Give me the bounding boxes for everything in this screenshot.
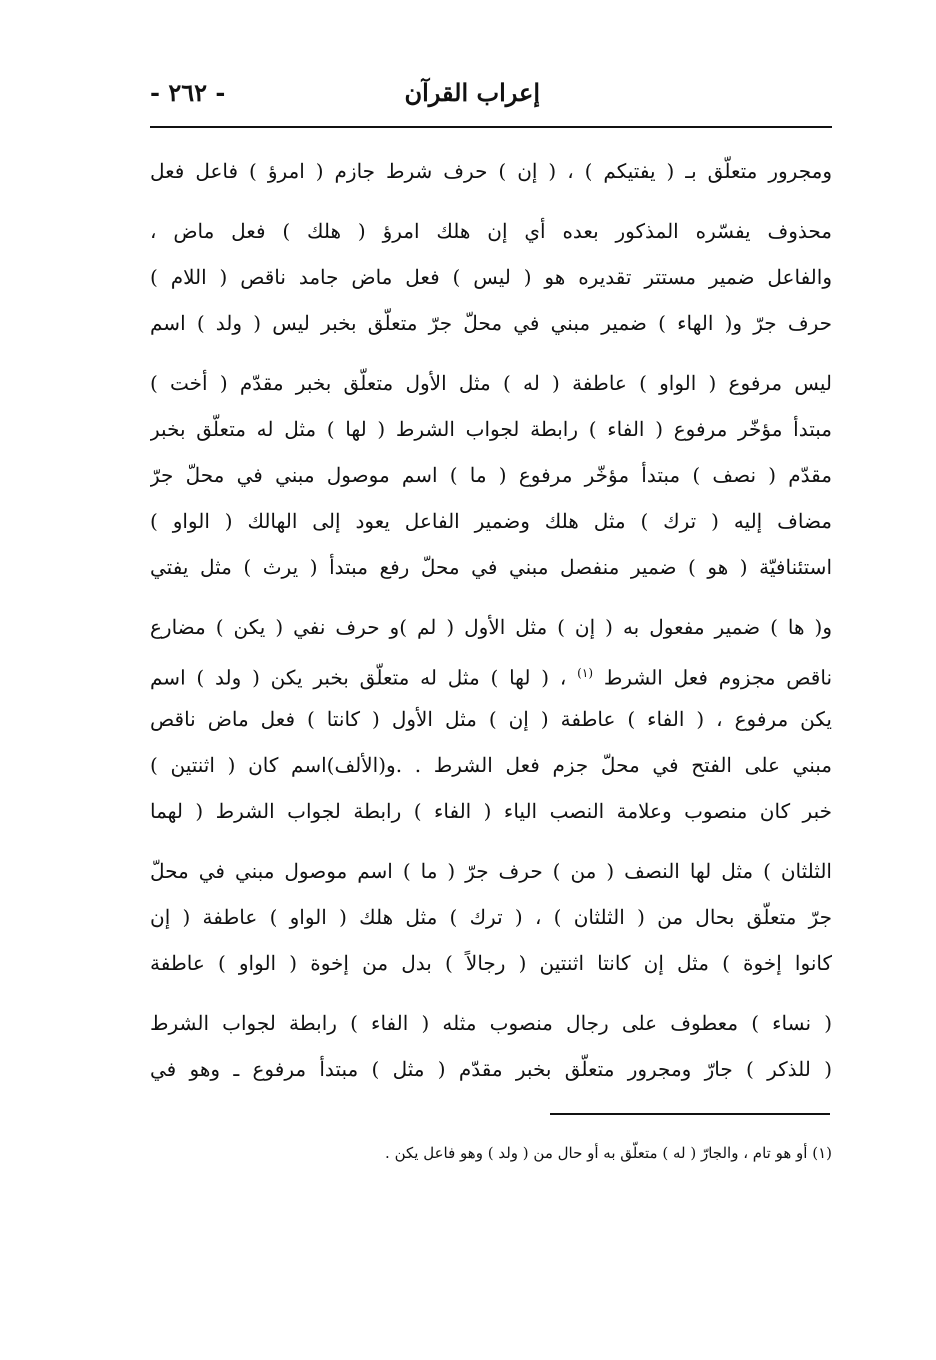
text-line: مقدّم ( نصف ) مبتدأ مؤخّر مرفوع ( ما ) اسم موصول مبني في محلّ جرّ — [150, 463, 832, 487]
text-line-start: ناقص مجزوم فعل الشرط — [603, 665, 832, 690]
text-line: ( للذكر ) جارّ ومجرور متعلّق بخبر مقدّم ( مثل ) مبتدأ مرفوع ـ وهو في — [150, 1057, 832, 1081]
text-line: مبني على الفتح في محلّ جزم فعل الشرط . .و(الألف)اسم كان ( اثنتين ) — [150, 753, 832, 777]
text-line: و( ها ) ضمير مفعول به ( إن ) مثل الأول ( لم )و حرف نفي ( يكن ) مضارع — [150, 615, 832, 639]
text-line: ومجرور متعلّق بـ ( يفتيكم ) ، ( إن ) حرف شرط جازم ( امرؤ ) فاعل فعل — [150, 159, 832, 183]
text-line-end: ، ( لها ) مثل له متعلّق بخبر يكن ( ولد ) اسم — [150, 665, 567, 690]
text-line: خبر كان منصوب وعلامة النصب الياء ( الفاء ) رابطة لجواب الشرط ( لهما — [150, 799, 832, 823]
text-line: ( نساء ) معطوف على رجال منصوب مثله ( الفاء ) رابطة لجواب الشرط — [150, 1011, 832, 1035]
text-line — [150, 654, 832, 700]
page-header — [150, 78, 830, 118]
text-line: جرّ متعلّق بحال من ( الثلثان ) ، ( ترك ) مثل هلك ( الواو ) عاطفة ( إن — [150, 905, 832, 929]
body-text — [150, 152, 832, 1096]
text-line: يكن مرفوع ، ( الفاء ) عاطفة ( إن ) مثل الأول ( كانتا ) فعل ماض ناقص — [150, 707, 832, 731]
text-line: حرف جرّ و( الهاء ) ضمير مبني في محلّ جرّ متعلّق بخبر ليس ( ولد ) اسم — [150, 311, 832, 335]
footnote: (١) أو هو تام ، والجارّ ( له ) متعلّق به أو حال من ( ولد ) وهو فاعل يكن . — [385, 1144, 832, 1162]
footnote-rule — [550, 1113, 830, 1115]
footnote-ref: (١) — [577, 666, 593, 680]
text-line: محذوف يفسّره المذكور بعده أي إن هلك امرؤ ( هلك ) فعل ماض ، — [150, 219, 832, 243]
page-number: - ٢٦٢ - — [150, 78, 226, 107]
text-line: مضاف إليه ( ترك ) مثل هلك وضمير الفاعل يعود إلى الهالك ( الواو ) — [150, 509, 832, 533]
text-line: كانوا إخوة ) مثل إن كانتا اثنتين ( رجالاً ) بدل من إخوة ( الواو ) عاطفة — [150, 951, 832, 975]
text-line: الثلثان ) مثل لها النصف ( من ) حرف جرّ ( ما ) اسم موصول مبني في محلّ — [150, 859, 832, 883]
book-title: إعراب القرآن — [404, 78, 540, 107]
text-line: مبتدأ مؤخّر مرفوع ( الفاء ) رابطة لجواب الشرط ( لها ) مثل له متعلّق بخبر — [150, 417, 832, 441]
text-line: ليس مرفوع ( الواو ) عاطفة ( له ) مثل الأول متعلّق بخبر مقدّم ( أخت ) — [150, 371, 832, 395]
text-line: والفاعل ضمير مستتر تقديره هو ( ليس ) فعل ماض جامد ناقص ( اللام ) — [150, 265, 832, 289]
header-rule — [150, 126, 832, 128]
text-line: استئنافيّة ( هو ) ضمير منفصل مبني في محلّ رفع مبتدأ ( يرث ) مثل يفتي — [150, 555, 832, 579]
